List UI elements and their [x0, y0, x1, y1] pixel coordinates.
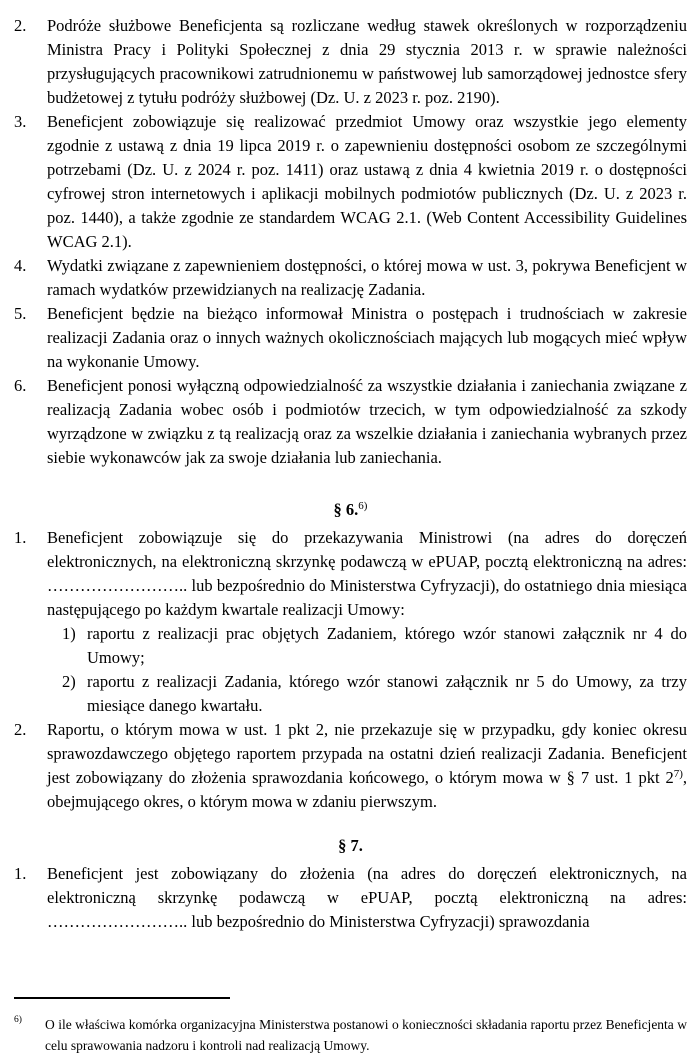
subitem-text: raportu z realizacji Zadania, którego wzór stanowi załącznik nr 5 do Umowy, za trzy miesiące danego kwartału. — [87, 672, 687, 715]
item-text: Wydatki związane z zapewnieniem dostępności, o której mowa w ust. 3, pokrywa Beneficjent w ramach wydatków przewidzianych na realizację Zadania. — [47, 256, 687, 299]
subitem-number: 2) — [62, 672, 76, 691]
section-heading-6 — [14, 498, 687, 522]
item-text: Beneficjent zobowiązuje się realizować przedmiot Umowy oraz wszystkie jego elementy zgodnie z ustawą z dnia 19 lipca 2019 r. o zapewnieniu dostępności osobom ze szczególnymi potrzebami (Dz. U. z 2024 r. poz. 1411) oraz ustawą z dnia 4 kwietnia 2019 r. o dostępności cyfrowej stron internetowych i aplikacji mobilnych podmiotów publicznych (Dz. U. z 2023 r. poz. 1440), a także zgodnie ze standardem WCAG 2.1. (Web Content Accessibility Guidelines WCAG 2.1). — [47, 112, 687, 251]
list-item — [14, 110, 687, 254]
section-symbol: § 6. — [333, 500, 359, 519]
item-text-part: , obejmującego okres, o którym mowa w zdaniu pierwszym. — [47, 768, 687, 811]
footnote-separator — [14, 997, 230, 999]
section-symbol: § 7. — [338, 836, 363, 855]
item-number: 2. — [14, 16, 27, 35]
item-text-part: Raportu, o którym mowa w ust. 1 pkt 2, nie przekazuje się w przypadku, gdy koniec okresu sprawozdawczego objętego raportem przypada na ostatni dzień realizacji Zadania. Beneficjent jest zobowiązany do złożenia sprawozdania końcowego, o którym mowa w § 7 ust. 1 pkt 2 — [47, 720, 687, 787]
list-item — [14, 862, 687, 934]
subitem-text: raportu z realizacji prac objętych Zadaniem, którego wzór stanowi załącznik nr 4 do Umowy; — [87, 624, 687, 667]
item-text: Beneficjent będzie na bieżąco informował Ministra o postępach i trudnościach w zakresie realizacji Zadania oraz o innych ważnych okolicznościach mających lub mogących mieć wpływ na wykonanie Umowy. — [47, 304, 687, 371]
list-item — [14, 254, 687, 302]
item-number: 1. — [14, 528, 27, 547]
item-number: 4. — [14, 256, 27, 275]
list-item — [14, 374, 687, 470]
item-number: 6. — [14, 376, 27, 395]
item-number: 3. — [14, 112, 27, 131]
item-text: Podróże służbowe Beneficjenta są rozliczane według stawek określonych w rozporządzeniu Ministra Pracy i Polityki Społecznej z dnia 29 stycznia 2013 r. w sprawie należności przysługujących pracownikowi zatrudnionemu w państwowej lub samorządowej jednostce sfery budżetowej z tytułu podróży służbowej (Dz. U. z 2023 r. poz. 2190). — [47, 16, 687, 107]
footnote-reference: 6) — [358, 500, 368, 512]
footnote-marker: 6) — [14, 1015, 22, 1025]
section-heading-7 — [14, 834, 687, 858]
list-item — [14, 718, 687, 814]
item-text — [47, 718, 687, 814]
list-item — [14, 302, 687, 374]
item-text: Beneficjent jest zobowiązany do złożenia (na adres do doręczeń elektronicznych, na elektroniczną skrzynkę podawczą w ePUAP, pocztą elektroniczną na adres: …………………….. lub bezpośrednio do Ministerstwa Cyfryzacji) sprawozdania — [47, 864, 687, 931]
footnote-area — [14, 997, 687, 1056]
footnote-text: O ile właściwa komórka organizacyjna Ministerstwa postanowi o konieczności składania raportu przez Beneficjenta w celu sprawowania nadzoru i kontroli nad realizacją Umowy. — [45, 1017, 687, 1053]
sub-list-item — [62, 670, 687, 718]
item-number: 1. — [14, 864, 27, 883]
sub-list-item — [62, 622, 687, 670]
footnote — [14, 1014, 687, 1056]
list-item — [14, 14, 687, 110]
item-text: Beneficjent ponosi wyłączną odpowiedzialność za wszystkie działania i zaniechania związane z realizacją Zadania wobec osób i podmiotów trzecich, w tym odpowiedzialność za szkody wyrządzone w związku z tą realizacją oraz za wszelkie działania i zaniechania wybranych przez siebie wykonawców jak za swoje działania lub zaniechania. — [47, 376, 687, 467]
item-number: 2. — [14, 720, 27, 739]
footnote-reference: 7) — [673, 768, 683, 780]
item-number: 5. — [14, 304, 27, 323]
item-text: Beneficjent zobowiązuje się do przekazywania Ministrowi (na adres do doręczeń elektronicznych, na elektroniczną skrzynkę podawczą w ePUAP, pocztą elektroniczną na adres: …………………….. lub bezpośrednio do Ministerstwa Cyfryzacji), do ostatniego dnia miesiąca następującego po każdym kwartale realizacji Umowy: — [47, 528, 687, 619]
list-item — [14, 526, 687, 622]
subitem-number: 1) — [62, 624, 76, 643]
